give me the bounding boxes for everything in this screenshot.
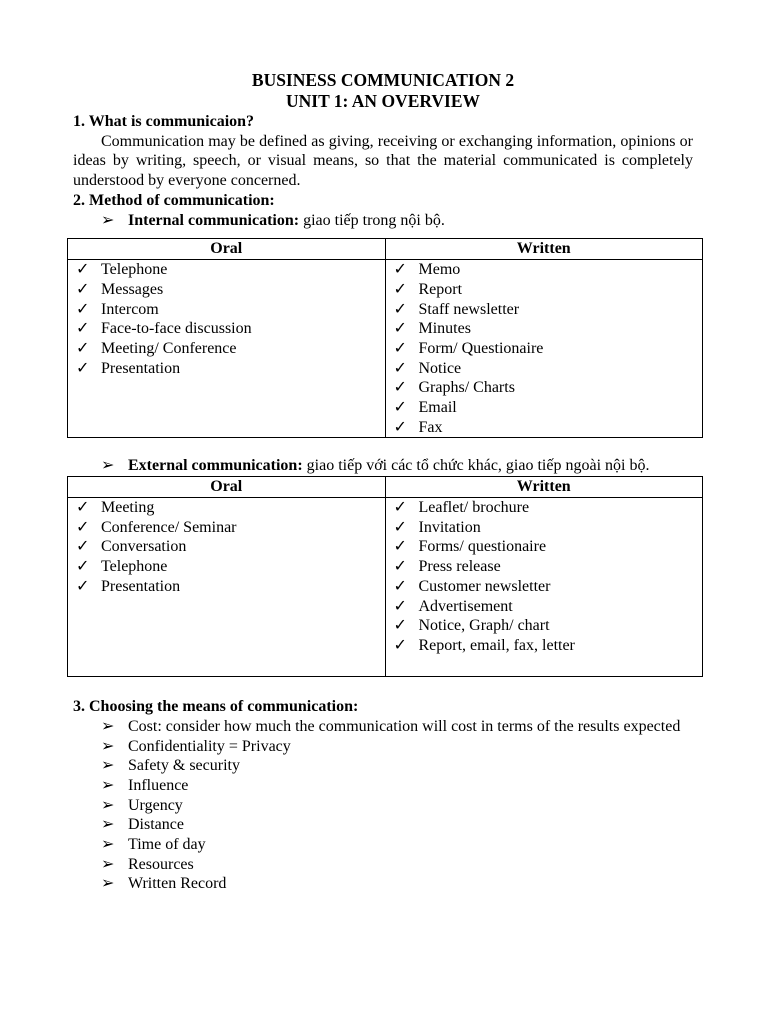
list-item	[386, 557, 703, 577]
checkmark-icon: ✓	[393, 339, 407, 357]
means-item	[73, 796, 693, 816]
means-item	[73, 717, 693, 737]
external-communication-table	[67, 476, 703, 677]
checkmark-icon: ✓	[393, 558, 407, 576]
document-page	[73, 70, 693, 894]
checkmark-icon: ✓	[393, 359, 407, 377]
list-item	[386, 280, 703, 300]
list-item-text: Notice, Graph/ chart	[418, 617, 550, 635]
list-item-text: Fax	[418, 418, 443, 436]
means-item-text: Distance	[128, 816, 184, 834]
external-written-list	[386, 498, 703, 656]
list-item-text: Presentation	[101, 577, 181, 595]
arrow-bullet-icon: ➢	[101, 211, 115, 229]
arrow-bullet-icon: ➢	[101, 776, 115, 794]
internal-text: giao tiếp trong nội bộ.	[299, 211, 445, 229]
list-item-text: Telephone	[101, 558, 168, 576]
external-written-header: Written	[385, 477, 703, 498]
means-item-text: Written Record	[128, 875, 227, 893]
list-item-text: Meeting	[101, 499, 155, 517]
list-item	[68, 577, 385, 597]
list-item-text: Conference/ Seminar	[101, 518, 237, 536]
list-item-text: Graphs/ Charts	[418, 379, 515, 397]
checkmark-icon: ✓	[76, 280, 90, 298]
checkmark-icon: ✓	[393, 280, 407, 298]
list-item	[68, 518, 385, 538]
checkmark-icon: ✓	[393, 577, 407, 595]
external-communication-bullet	[73, 456, 693, 476]
list-item-text: Report, email, fax, letter	[418, 636, 575, 654]
list-item-text: Meeting/ Conference	[101, 339, 237, 357]
arrow-bullet-icon: ➢	[101, 836, 115, 854]
checkmark-icon: ✓	[393, 518, 407, 536]
list-item-text: Advertisement	[418, 597, 513, 615]
list-item	[386, 616, 703, 636]
external-oral-list	[68, 498, 385, 596]
list-item	[68, 498, 385, 518]
checkmark-icon: ✓	[76, 558, 90, 576]
list-item-text: Telephone	[101, 261, 168, 279]
list-item	[386, 260, 703, 280]
list-item	[68, 319, 385, 339]
document-title: BUSINESS COMMUNICATION 2	[251, 70, 515, 90]
arrow-bullet-icon: ➢	[101, 737, 115, 755]
means-list	[73, 717, 693, 894]
arrow-bullet-icon: ➢	[101, 816, 115, 834]
checkmark-icon: ✓	[393, 399, 407, 417]
list-item	[386, 319, 703, 339]
list-item-text: Presentation	[101, 359, 181, 377]
internal-written-list	[386, 260, 703, 437]
arrow-bullet-icon: ➢	[101, 875, 115, 893]
checkmark-icon: ✓	[393, 320, 407, 338]
internal-oral-header: Oral	[68, 239, 386, 260]
checkmark-icon: ✓	[393, 418, 407, 436]
internal-communication-bullet	[73, 211, 693, 231]
list-item-text: Face-to-face discussion	[101, 320, 252, 338]
list-item-text: Invitation	[418, 518, 481, 536]
arrow-bullet-icon: ➢	[101, 457, 115, 475]
means-item	[73, 855, 693, 875]
internal-written-header: Written	[385, 239, 703, 260]
arrow-bullet-icon: ➢	[101, 757, 115, 775]
list-item	[68, 280, 385, 300]
list-item	[68, 300, 385, 320]
list-item	[68, 260, 385, 280]
list-item	[386, 597, 703, 617]
means-item-text: Confidentiality = Privacy	[128, 737, 291, 755]
external-oral-cell	[68, 498, 386, 677]
checkmark-icon: ✓	[393, 538, 407, 556]
list-item-text: Forms/ questionaire	[418, 538, 547, 556]
list-item	[386, 398, 703, 418]
list-item-text: Leaflet/ brochure	[418, 499, 530, 517]
internal-communication-table	[67, 238, 703, 438]
means-item	[73, 874, 693, 894]
checkmark-icon: ✓	[393, 499, 407, 517]
checkmark-icon: ✓	[393, 300, 407, 318]
list-item	[386, 378, 703, 398]
list-item-text: Minutes	[418, 320, 471, 338]
checkmark-icon: ✓	[76, 538, 90, 556]
checkmark-icon: ✓	[76, 499, 90, 517]
list-item	[68, 339, 385, 359]
list-item	[386, 636, 703, 656]
checkmark-icon: ✓	[76, 320, 90, 338]
list-item-text: Messages	[101, 280, 164, 298]
list-item-text: Memo	[418, 261, 461, 279]
external-written-cell	[385, 498, 703, 677]
list-item	[386, 537, 703, 557]
arrow-bullet-icon: ➢	[101, 855, 115, 873]
checkmark-icon: ✓	[76, 359, 90, 377]
arrow-bullet-icon: ➢	[101, 796, 115, 814]
section-2-heading: 2. Method of communication:	[73, 191, 275, 209]
means-item-text: Resources	[128, 855, 194, 873]
internal-oral-cell	[68, 260, 386, 438]
list-item-text: Staff newsletter	[418, 300, 520, 318]
checkmark-icon: ✓	[393, 636, 407, 654]
checkmark-icon: ✓	[393, 379, 407, 397]
means-item-text: Urgency	[128, 796, 183, 814]
means-item	[73, 835, 693, 855]
list-item-text: Report	[418, 280, 463, 298]
list-item	[68, 557, 385, 577]
list-item-text: Email	[418, 399, 457, 417]
means-item	[73, 776, 693, 796]
means-item	[73, 815, 693, 835]
list-item	[386, 498, 703, 518]
section-3-heading: 3. Choosing the means of communication:	[73, 698, 359, 716]
internal-oral-list	[68, 260, 385, 378]
list-item-text: Conversation	[101, 538, 187, 556]
section-1-body: Communication may be defined as giving, receiving or exchanging information, opinions or ideas by writing, speech, or visual means, so that the material communicated is completely understood by everyone concerned.	[73, 132, 693, 190]
list-item	[386, 418, 703, 438]
means-item-text: Safety & security	[128, 757, 240, 775]
list-item-text: Notice	[418, 359, 462, 377]
checkmark-icon: ✓	[76, 339, 90, 357]
checkmark-icon: ✓	[76, 518, 90, 536]
checkmark-icon: ✓	[393, 617, 407, 635]
internal-label: Internal communication:	[128, 211, 300, 229]
arrow-bullet-icon: ➢	[101, 717, 115, 735]
means-item	[73, 737, 693, 757]
document-subtitle: UNIT 1: AN OVERVIEW	[285, 91, 481, 111]
checkmark-icon: ✓	[76, 261, 90, 279]
list-item	[386, 518, 703, 538]
means-item-text: Time of day	[128, 836, 206, 854]
list-item-text: Customer newsletter	[418, 577, 551, 595]
list-item	[68, 537, 385, 557]
external-text: giao tiếp với các tổ chức khác, giao tiếp ngoài nội bộ.	[302, 457, 650, 475]
external-oral-header: Oral	[68, 477, 386, 498]
means-item	[73, 756, 693, 776]
checkmark-icon: ✓	[393, 597, 407, 615]
list-item	[68, 359, 385, 379]
external-label: External communication:	[128, 457, 303, 475]
list-item	[386, 577, 703, 597]
section-1-heading: 1. What is communicaion?	[73, 113, 255, 130]
list-item	[386, 339, 703, 359]
means-item-text: Cost: consider how much the communication will cost in terms of the results expected	[128, 717, 681, 735]
checkmark-icon: ✓	[76, 577, 90, 595]
list-item	[386, 359, 703, 379]
checkmark-icon: ✓	[76, 300, 90, 318]
list-item-text: Form/ Questionaire	[418, 339, 544, 357]
list-item-text: Intercom	[101, 300, 159, 318]
checkmark-icon: ✓	[393, 261, 407, 279]
means-item-text: Influence	[128, 776, 189, 794]
list-item-text: Press release	[418, 558, 501, 576]
list-item	[386, 300, 703, 320]
internal-written-cell	[385, 260, 703, 438]
